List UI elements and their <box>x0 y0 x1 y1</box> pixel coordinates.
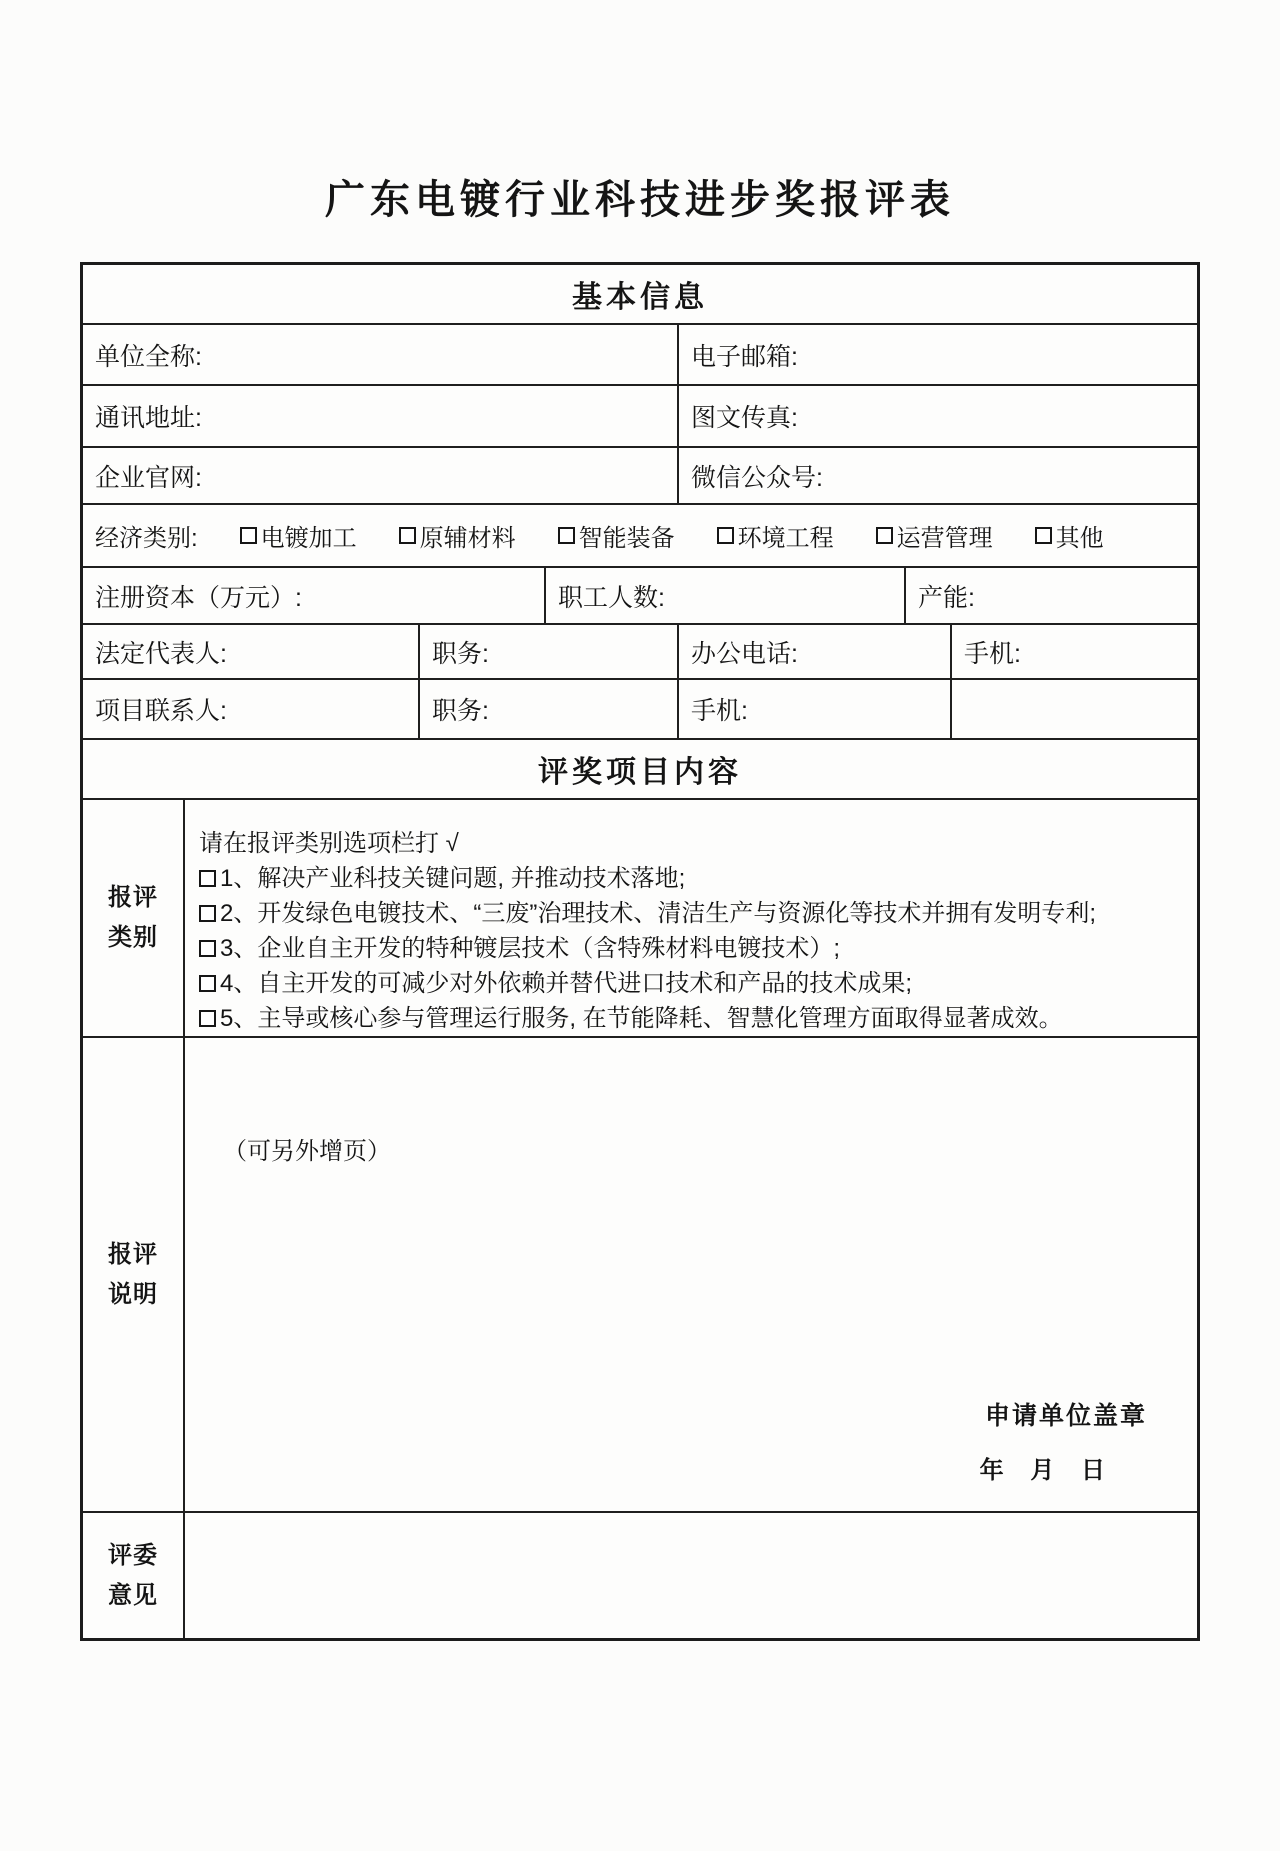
field-fax-label: 图文传真: <box>691 404 798 432</box>
checkbox-option-label: 运营管理 <box>896 525 993 552</box>
field-legal-rep-label: 法定代表人: <box>95 639 227 668</box>
checkbox-icon[interactable] <box>399 527 416 544</box>
committee-opinion-label <box>83 1513 185 1638</box>
checkbox-icon[interactable] <box>876 527 893 544</box>
checkbox-option-label: 电镀加工 <box>260 525 357 552</box>
category-option-3[interactable] <box>199 931 1189 966</box>
field-website-label: 企业官网: <box>95 463 202 492</box>
field-unit-name-label: 单位全称: <box>95 342 202 371</box>
checkbox-option-label: 原辅材料 <box>419 525 516 552</box>
category-option-text: 5、主导或核心参与管理运行服务, 在节能降耗、智慧化管理方面取得显著成效。 <box>220 1005 1063 1032</box>
field-fax[interactable] <box>679 386 1197 446</box>
checkbox-option-other[interactable] <box>1035 518 1104 553</box>
field-registered-capital-label: 注册资本（万元）: <box>95 583 302 612</box>
field-legal-rep-mobile[interactable] <box>952 625 1197 678</box>
checkbox-icon[interactable] <box>717 527 734 544</box>
category-option-4[interactable] <box>199 966 1189 1001</box>
field-address-label: 通讯地址: <box>95 404 202 432</box>
category-option-text: 4、自主开发的可减少对外依赖并替代进口技术和产品的技术成果; <box>220 970 913 997</box>
checkbox-option-smart-equipment[interactable] <box>558 518 675 553</box>
field-capacity[interactable] <box>906 568 1197 623</box>
field-position-label: 职务: <box>432 697 489 725</box>
economy-type-label: 经济类别: <box>95 525 198 552</box>
label-line: 说明 <box>108 1280 158 1308</box>
label-line: 评委 <box>108 1541 158 1569</box>
form-table <box>80 262 1200 1641</box>
category-option-text: 2、开发绿色电镀技术、“三废”治理技术、清洁生产与资源化等技术并拥有发明专利; <box>220 900 1096 927</box>
row-economy-type <box>83 505 1197 568</box>
category-option-text: 1、解决产业科技关键问题, 并推动技术落地; <box>220 865 686 892</box>
field-economy-type <box>83 505 1197 566</box>
checkbox-option-materials[interactable] <box>399 518 516 553</box>
row-address-fax <box>83 386 1197 448</box>
field-registered-capital[interactable] <box>83 568 546 623</box>
row-application-description <box>83 1038 1197 1513</box>
checkbox-option-label: 环境工程 <box>737 525 834 552</box>
field-staff-count[interactable] <box>546 568 906 623</box>
checkbox-option-environment[interactable] <box>717 518 834 553</box>
field-wechat[interactable] <box>679 448 1197 503</box>
checkbox-option-label: 其他 <box>1055 525 1104 552</box>
checkbox-icon[interactable] <box>199 940 216 957</box>
label-line: 类别 <box>108 924 158 951</box>
checkbox-icon[interactable] <box>1035 527 1052 544</box>
field-address[interactable] <box>83 386 679 446</box>
label-line: 报评 <box>108 1240 158 1268</box>
row-application-category <box>83 800 1197 1038</box>
applicant-stamp-label: 申请单位盖章 <box>984 1402 1147 1430</box>
field-email-label: 电子邮箱: <box>691 342 798 371</box>
field-mobile-label: 手机: <box>964 639 1021 668</box>
field-legal-rep-position[interactable] <box>420 625 679 678</box>
row-award-header <box>83 740 1197 800</box>
section-header-award-content: 评奖项目内容 <box>538 756 742 789</box>
checkbox-icon[interactable] <box>199 870 216 887</box>
field-position-label: 职务: <box>432 639 489 668</box>
checkbox-icon[interactable] <box>199 975 216 992</box>
extra-pages-note: （可另外增页） <box>223 1138 391 1165</box>
field-project-contact-label: 项目联系人: <box>95 697 227 725</box>
field-unit-name[interactable] <box>83 325 679 384</box>
field-contact-mobile[interactable] <box>679 680 952 738</box>
label-line: 报评 <box>108 884 158 911</box>
row-basic-header <box>83 265 1197 325</box>
category-option-text: 3、企业自主开发的特种镀层技术（含特殊材料电镀技术）; <box>220 935 841 962</box>
checkbox-icon[interactable] <box>199 1010 216 1027</box>
section-header-basic-info: 基本信息 <box>572 281 708 314</box>
category-option-1[interactable] <box>199 861 1189 896</box>
field-office-phone-label: 办公电话: <box>691 639 798 668</box>
row-capital-staff-capacity <box>83 568 1197 625</box>
checkbox-icon[interactable] <box>240 527 257 544</box>
row-unit-email <box>83 325 1197 386</box>
row-committee-opinion <box>83 1513 1197 1638</box>
field-website[interactable] <box>83 448 679 503</box>
empty-cell <box>952 680 1197 738</box>
checkbox-icon[interactable] <box>199 905 216 922</box>
category-option-2[interactable] <box>199 896 1189 931</box>
label-line: 意见 <box>108 1581 158 1609</box>
checkbox-option-label: 智能装备 <box>578 525 675 552</box>
row-project-contact <box>83 680 1197 740</box>
date-line: 年 月 日 <box>979 1457 1105 1484</box>
form-title: 广东电镀行业科技进步奖报评表 <box>325 178 955 222</box>
field-email[interactable] <box>679 325 1197 384</box>
application-description-label <box>83 1038 185 1511</box>
field-wechat-label: 微信公众号: <box>691 463 823 492</box>
field-office-phone[interactable] <box>679 625 952 678</box>
field-staff-count-label: 职工人数: <box>558 583 665 612</box>
field-legal-rep[interactable] <box>83 625 420 678</box>
category-intro: 请在报评类别选项栏打 √ <box>199 830 459 857</box>
application-category-label <box>83 800 185 1036</box>
field-project-contact[interactable] <box>83 680 420 738</box>
checkbox-icon[interactable] <box>558 527 575 544</box>
field-mobile-label: 手机: <box>691 697 748 725</box>
checkbox-option-operation[interactable] <box>876 518 993 553</box>
row-website-wechat <box>83 448 1197 505</box>
field-capacity-label: 产能: <box>918 583 975 612</box>
field-contact-position[interactable] <box>420 680 679 738</box>
committee-opinion-area[interactable] <box>185 1513 1197 1638</box>
application-description-area[interactable] <box>185 1038 1197 1511</box>
application-category-options <box>185 800 1197 1036</box>
category-option-5[interactable] <box>199 1001 1189 1036</box>
checkbox-option-plating[interactable] <box>240 518 357 553</box>
row-legal-representative <box>83 625 1197 680</box>
